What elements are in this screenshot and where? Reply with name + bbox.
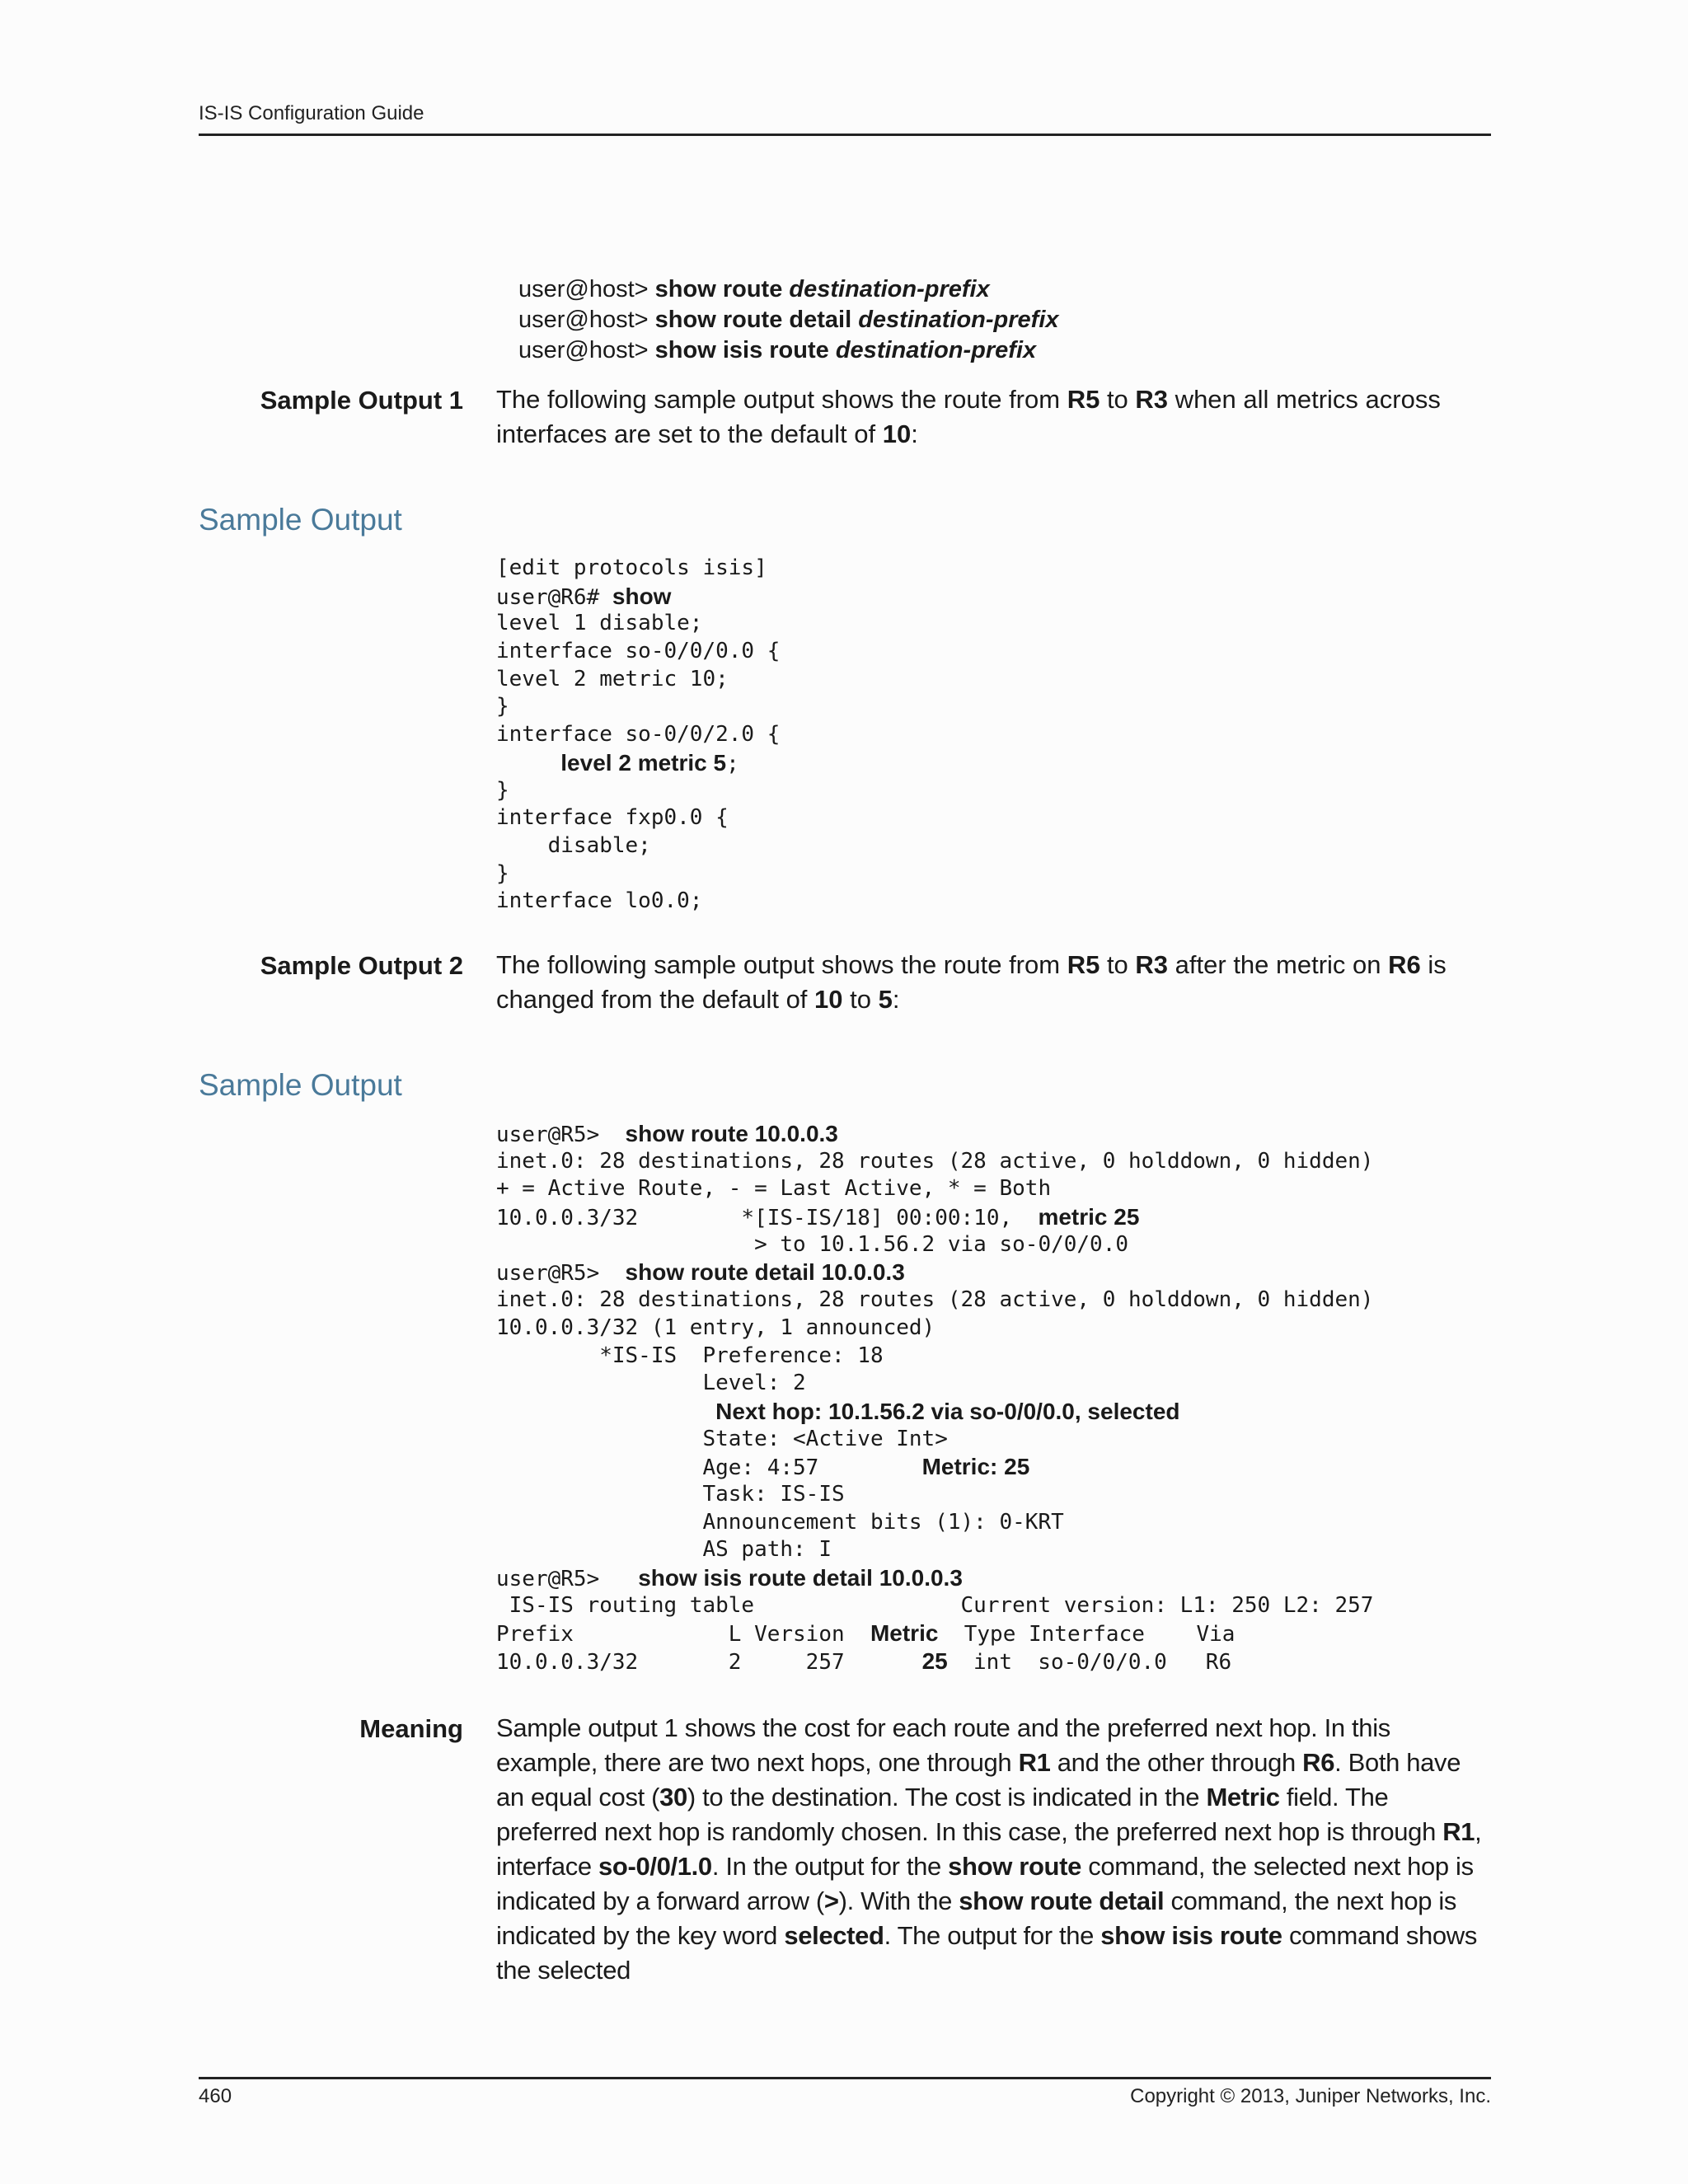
code-text: } — [496, 860, 509, 886]
text-run: field. The preferred next hop is randomly chosen. In this case, the preferred next hop is through — [496, 1783, 1443, 1846]
inline-term: R6 — [1388, 950, 1421, 979]
text-run: The following sample output shows the route from — [496, 385, 1067, 414]
code-text: + = Active Route, - = Last Active, * = Both — [496, 1176, 1052, 1202]
code-line — [496, 860, 780, 888]
code-line — [496, 1453, 1373, 1481]
command-arg: destination-prefix — [789, 276, 990, 302]
code-text: IS-IS routing table Current version: L1: 250 L2: 257 — [496, 1592, 1374, 1618]
code-text — [496, 752, 560, 776]
sample-output-2-text — [496, 948, 1493, 1017]
text-run: ) to the destination. The cost is indicated in the — [687, 1783, 1207, 1811]
text-run: to — [842, 985, 879, 1014]
code-text: level 2 metric 10; — [496, 666, 729, 691]
text-run: to — [1100, 950, 1136, 979]
text-run: : — [892, 985, 900, 1014]
text-run: command, the next hop is indicated by the key word — [496, 1886, 1457, 1950]
inline-term: 5 — [878, 985, 893, 1014]
text-run: command shows the selected — [496, 1921, 1477, 1985]
footer-rule — [199, 2077, 1491, 2079]
text-run: ). With the — [838, 1886, 959, 1915]
code-line — [496, 1426, 1373, 1454]
code-emphasis: Metric — [870, 1620, 939, 1647]
code-line — [496, 1619, 1373, 1647]
code-text: } — [496, 694, 509, 719]
page-number: 460 — [199, 2085, 232, 2107]
sample-output-1-label: Sample Output 1 — [260, 386, 463, 415]
code-block-config — [496, 555, 780, 916]
text-run: is changed from the default of — [496, 950, 1447, 1014]
code-line — [496, 693, 780, 721]
command-prompt: user@host> — [518, 276, 655, 302]
code-line — [496, 666, 780, 694]
inline-term: R5 — [1067, 385, 1100, 414]
code-line — [496, 638, 780, 666]
command-line — [518, 274, 1059, 305]
code-line — [496, 777, 780, 805]
code-line — [496, 1370, 1373, 1398]
text-run: command, the selected next hop is indicated by a forward arrow ( — [496, 1852, 1474, 1915]
code-line — [496, 888, 780, 916]
inline-term: 10 — [814, 985, 843, 1014]
command-line — [518, 305, 1059, 335]
command-line — [518, 335, 1059, 366]
command-prompt: user@host> — [518, 307, 655, 333]
inline-term: selected — [784, 1921, 884, 1950]
code-line — [496, 1175, 1373, 1203]
code-text: disable; — [496, 832, 651, 858]
code-line — [496, 1286, 1373, 1315]
code-text: > to 10.1.56.2 via so-0/0/0.0 — [496, 1231, 1129, 1257]
code-line — [496, 1148, 1373, 1176]
code-emphasis: level 2 metric 5 — [560, 749, 727, 776]
meaning-label: Meaning — [359, 1714, 463, 1743]
inline-term: show route — [948, 1852, 1081, 1881]
text-run: after the metric on — [1168, 950, 1389, 979]
code-text: Level: 2 — [496, 1371, 806, 1396]
text-run: The following sample output shows the route from — [496, 950, 1067, 979]
code-text — [496, 1400, 715, 1425]
code-line — [496, 583, 780, 611]
code-text: Announcement bits (1): 0-KRT — [496, 1509, 1064, 1535]
code-text: interface so-0/0/0.0 { — [496, 639, 781, 664]
code-text: inet.0: 28 destinations, 28 routes (28 active, 0 holddown, 0 hidden) — [496, 1287, 1374, 1313]
section-heading-sample-output-2: Sample Output — [199, 1068, 402, 1102]
inline-term: R5 — [1067, 950, 1100, 979]
code-text: int so-0/0/0.0 R6 — [947, 1650, 1232, 1675]
code-line — [496, 610, 780, 638]
code-emphasis: 25 — [921, 1648, 948, 1675]
code-line — [496, 1509, 1373, 1537]
text-run: : — [911, 419, 918, 448]
code-text: Age: 4:57 — [496, 1455, 922, 1481]
text-run: Sample output 1 shows the cost for each route and the preferred next hop. In this example, there are two next hops, one through — [496, 1713, 1390, 1777]
text-run: . In the output for the — [711, 1852, 949, 1881]
code-line — [496, 1536, 1373, 1564]
section-heading-sample-output-1: Sample Output — [199, 503, 402, 537]
code-line — [496, 1231, 1373, 1259]
command-arg: destination-prefix — [835, 337, 1037, 363]
header-rule — [199, 134, 1491, 136]
text-run: and the other through — [1050, 1748, 1303, 1777]
code-text: 10.0.0.3/32 *[IS-IS/18] 00:00:10, — [496, 1206, 1039, 1231]
command-cmd: show route detail — [654, 307, 859, 333]
code-text: Prefix L Version — [496, 1622, 870, 1647]
code-line — [496, 555, 780, 583]
code-line — [496, 1564, 1373, 1592]
text-run: . The output for the — [884, 1921, 1101, 1950]
inline-term: > — [823, 1886, 839, 1915]
code-line — [496, 1481, 1373, 1509]
code-block-route-output — [496, 1120, 1373, 1675]
text-run: , interface — [496, 1817, 1482, 1881]
code-line — [496, 832, 780, 860]
code-text: user@R5> — [496, 1567, 639, 1591]
inline-term: show isis route — [1100, 1921, 1282, 1950]
inline-term: R6 — [1302, 1748, 1335, 1777]
copyright-notice: Copyright © 2013, Juniper Networks, Inc. — [1130, 2085, 1491, 2107]
inline-term: Metric — [1206, 1783, 1280, 1811]
inline-term: R3 — [1135, 385, 1169, 414]
code-text: user@R5> — [496, 1261, 626, 1286]
code-text: AS path: I — [496, 1537, 832, 1563]
code-emphasis: Metric: 25 — [921, 1454, 1030, 1480]
inline-term: 10 — [882, 419, 912, 448]
code-line — [496, 1120, 1373, 1148]
command-arg: destination-prefix — [858, 307, 1059, 333]
command-list — [518, 274, 1059, 366]
code-emphasis: show route detail 10.0.0.3 — [625, 1259, 905, 1286]
code-line — [496, 1203, 1373, 1231]
command-cmd: show isis route — [654, 337, 836, 363]
sample-output-1-text — [496, 382, 1493, 452]
sample-output-2-label: Sample Output 2 — [260, 951, 463, 980]
code-emphasis: Next hop: 10.1.56.2 via so-0/0/0.0, selected — [715, 1398, 1180, 1424]
code-text: inet.0: 28 destinations, 28 routes (28 active, 0 holddown, 0 hidden) — [496, 1148, 1374, 1174]
code-text: interface fxp0.0 { — [496, 805, 729, 831]
text-run: to — [1100, 385, 1136, 414]
meaning-text — [496, 1711, 1493, 1988]
code-text: ; — [726, 751, 739, 776]
code-line — [496, 804, 780, 832]
code-line — [496, 1398, 1373, 1426]
inline-term: show route detail — [959, 1886, 1165, 1915]
code-text: [edit protocols isis] — [496, 555, 767, 580]
code-line — [496, 1592, 1373, 1620]
code-text: 10.0.0.3/32 (1 entry, 1 announced) — [496, 1315, 935, 1340]
text-run: . Both have an equal cost ( — [496, 1748, 1461, 1811]
inline-term: so-0/0/1.0 — [598, 1852, 712, 1881]
code-line — [496, 1258, 1373, 1286]
command-prompt: user@host> — [518, 337, 655, 363]
code-line — [496, 1647, 1373, 1675]
code-line — [496, 1343, 1373, 1371]
code-emphasis: show isis route detail 10.0.0.3 — [638, 1565, 963, 1591]
inline-term: R1 — [1442, 1817, 1475, 1846]
inline-term: R1 — [1018, 1748, 1051, 1777]
code-emphasis: metric 25 — [1038, 1204, 1140, 1230]
code-line — [496, 1315, 1373, 1343]
code-emphasis: show route 10.0.0.3 — [625, 1121, 838, 1146]
code-emphasis: show — [612, 583, 672, 609]
inline-term: 30 — [659, 1783, 687, 1811]
code-text: 10.0.0.3/32 2 257 — [496, 1650, 922, 1675]
code-text: Type Interface Via — [938, 1622, 1236, 1647]
running-header: IS-IS Configuration Guide — [199, 102, 424, 124]
code-line — [496, 749, 780, 777]
code-text: level 1 disable; — [496, 611, 703, 636]
command-cmd: show route — [654, 276, 790, 302]
code-line — [496, 721, 780, 749]
code-text: State: <Active Int> — [496, 1426, 948, 1451]
text-run: when all metrics across interfaces are set to the default of — [496, 385, 1441, 448]
code-text: user@R5> — [496, 1122, 626, 1147]
inline-term: R3 — [1135, 950, 1169, 979]
code-text: interface lo0.0; — [496, 888, 703, 914]
code-text: *IS-IS Preference: 18 — [496, 1343, 884, 1368]
code-text: user@R6# — [496, 584, 612, 610]
code-text: Task: IS-IS — [496, 1481, 845, 1507]
code-text: } — [496, 777, 509, 803]
code-text: interface so-0/0/2.0 { — [496, 722, 781, 748]
